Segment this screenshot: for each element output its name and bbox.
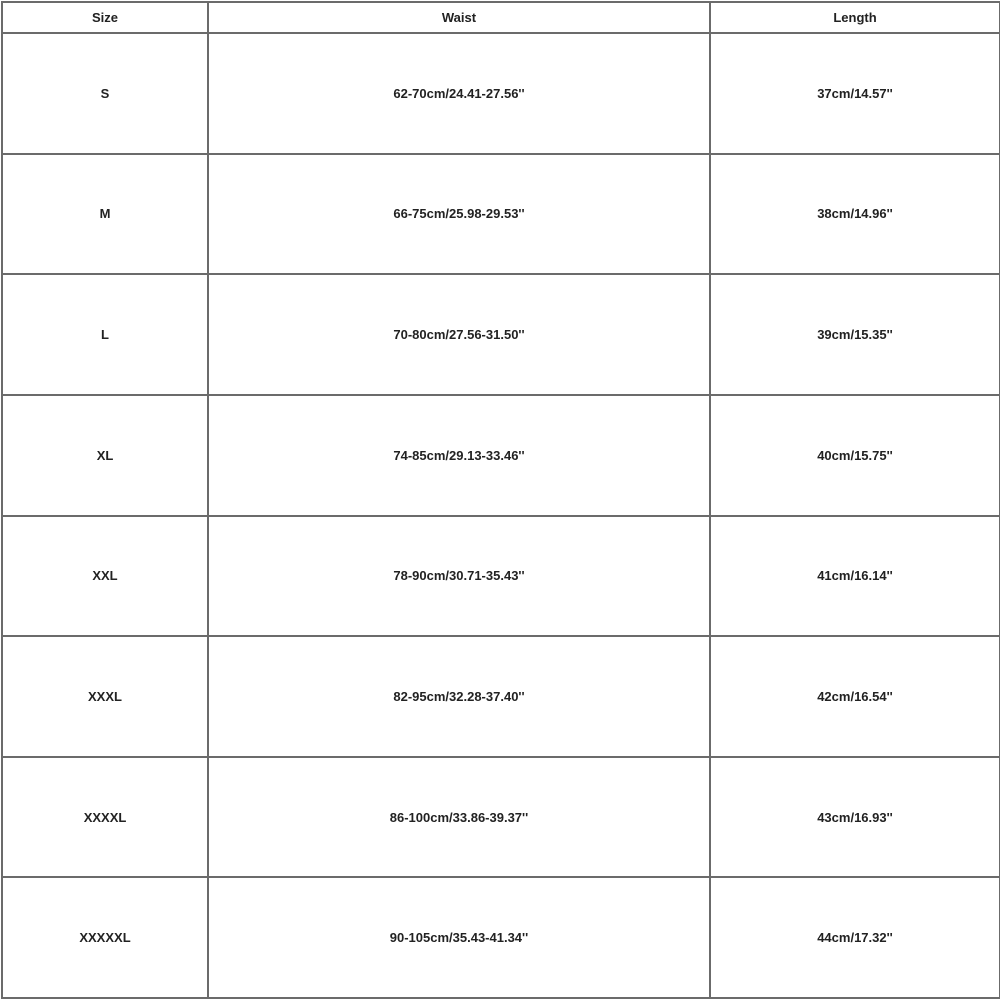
size-cell: XL	[2, 395, 208, 516]
waist-cell: 62-70cm/24.41-27.56''	[208, 33, 710, 154]
size-cell: L	[2, 274, 208, 395]
size-cell: XXXXXL	[2, 877, 208, 998]
length-cell: 42cm/16.54''	[710, 636, 1000, 757]
size-cell: S	[2, 33, 208, 154]
table-row	[2, 154, 1000, 275]
table-row	[2, 877, 1000, 998]
header-row	[2, 2, 1000, 33]
waist-cell: 86-100cm/33.86-39.37''	[208, 757, 710, 878]
waist-cell: 66-75cm/25.98-29.53''	[208, 154, 710, 275]
header-size: Size	[2, 2, 208, 33]
table-row	[2, 395, 1000, 516]
size-cell: XXXL	[2, 636, 208, 757]
waist-cell: 90-105cm/35.43-41.34''	[208, 877, 710, 998]
table-row	[2, 636, 1000, 757]
header-waist: Waist	[208, 2, 710, 33]
table-row	[2, 274, 1000, 395]
waist-cell: 74-85cm/29.13-33.46''	[208, 395, 710, 516]
size-cell: XXXXL	[2, 757, 208, 878]
size-cell: M	[2, 154, 208, 275]
length-cell: 38cm/14.96''	[710, 154, 1000, 275]
table-body	[2, 33, 1000, 998]
table-row	[2, 33, 1000, 154]
waist-cell: 70-80cm/27.56-31.50''	[208, 274, 710, 395]
length-cell: 40cm/15.75''	[710, 395, 1000, 516]
waist-cell: 82-95cm/32.28-37.40''	[208, 636, 710, 757]
table-row	[2, 516, 1000, 637]
table-header	[2, 2, 1000, 33]
size-cell: XXL	[2, 516, 208, 637]
header-length: Length	[710, 2, 1000, 33]
waist-cell: 78-90cm/30.71-35.43''	[208, 516, 710, 637]
length-cell: 43cm/16.93''	[710, 757, 1000, 878]
table-row	[2, 757, 1000, 878]
length-cell: 39cm/15.35''	[710, 274, 1000, 395]
size-chart-table	[1, 1, 1000, 999]
length-cell: 41cm/16.14''	[710, 516, 1000, 637]
length-cell: 37cm/14.57''	[710, 33, 1000, 154]
length-cell: 44cm/17.32''	[710, 877, 1000, 998]
